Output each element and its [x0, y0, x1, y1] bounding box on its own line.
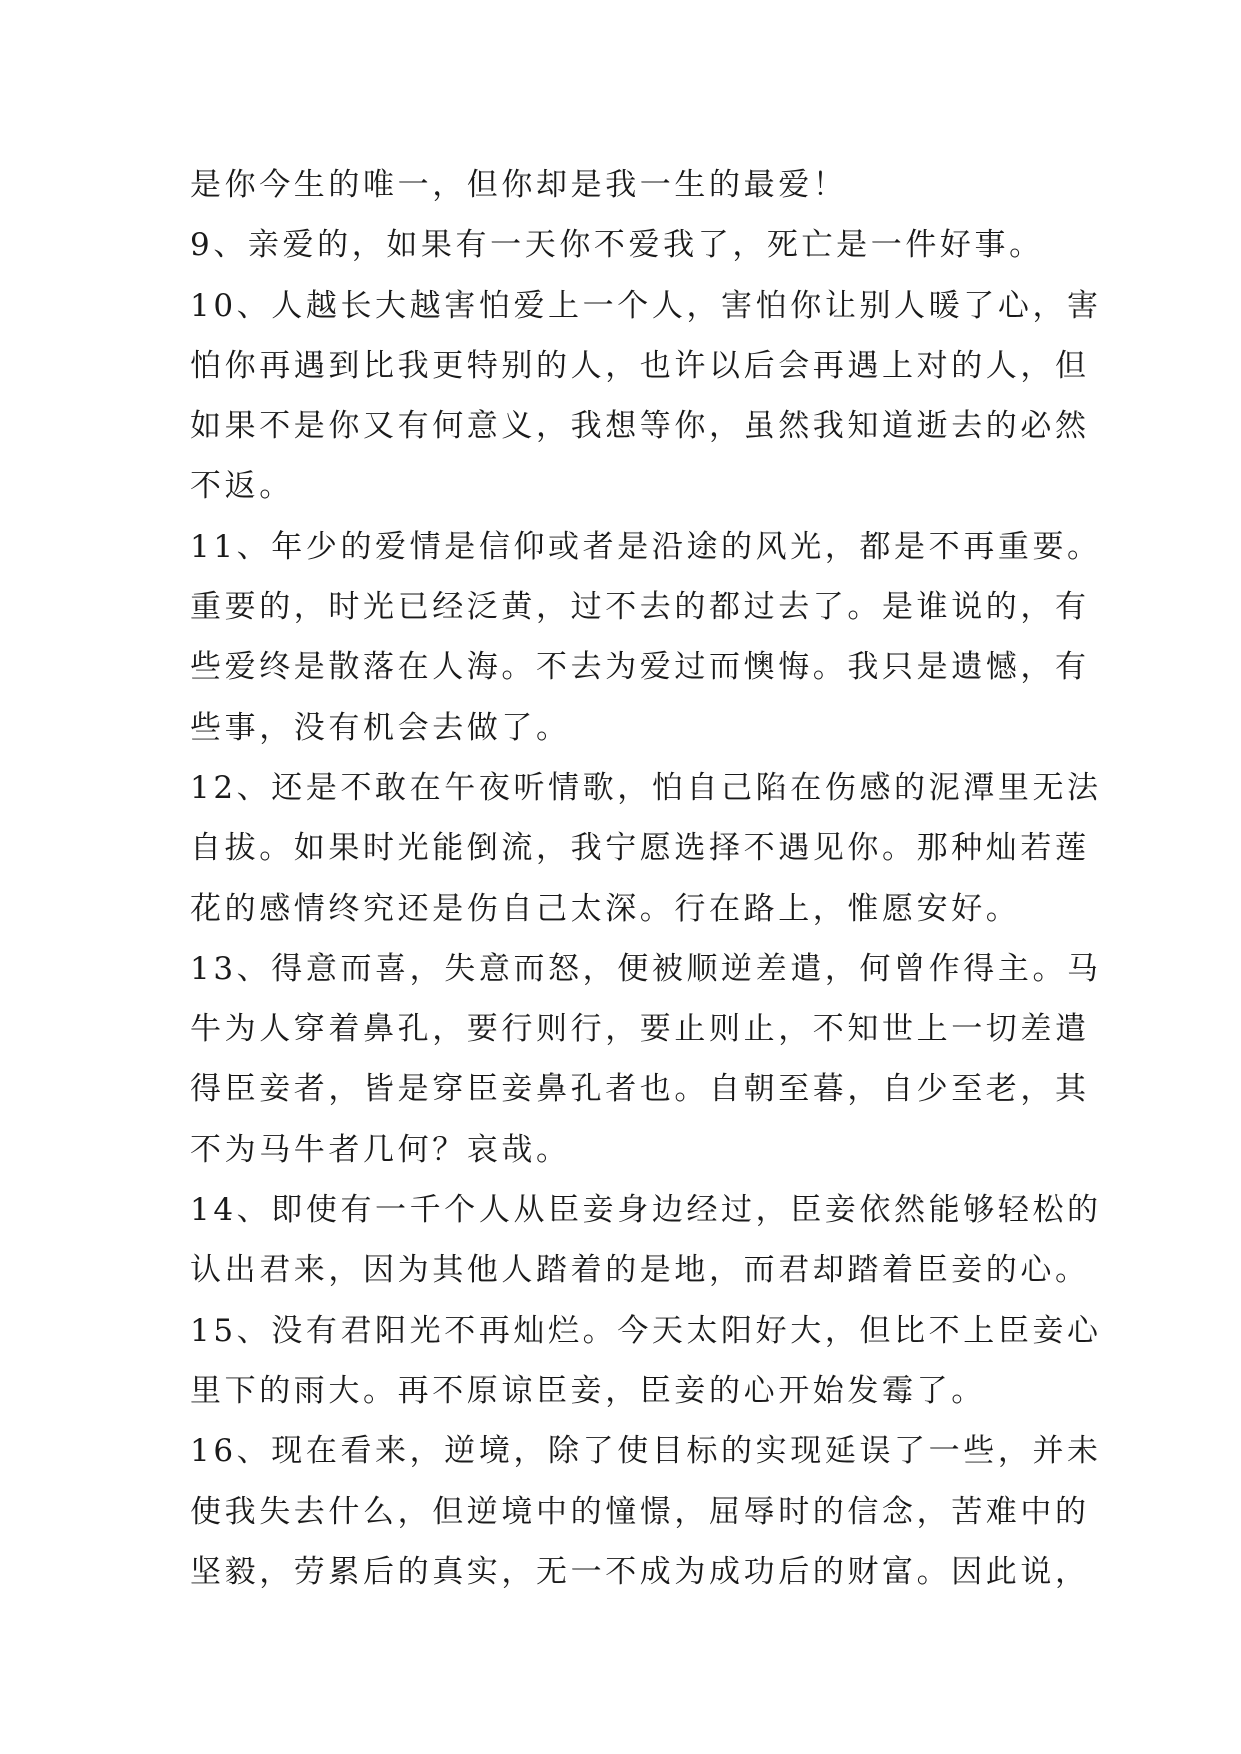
text-line: 些爱终是散落在人海。不去为爱过而懊悔。我只是遗憾，有: [190, 649, 1090, 686]
text-line: 12、还是不敢在午夜听情歌，怕自己陷在伤感的泥潭里无法: [190, 769, 1102, 806]
body-text: [190, 155, 1102, 1602]
text-line: 9、亲爱的，如果有一天你不爱我了，死亡是一件好事。: [190, 227, 1044, 264]
text-line: 重要的，时光已经泛黄，过不去的都过去了。是谁说的，有: [190, 589, 1090, 626]
text-line: 自拔。如果时光能倒流，我宁愿选择不遇见你。那种灿若莲: [190, 830, 1090, 867]
text-line: 怕你再遇到比我更特别的人，也许以后会再遇上对的人，但: [190, 347, 1090, 384]
text-line: 不为马牛者几何？哀哉。: [190, 1131, 571, 1168]
text-line: 认出君来，因为其他人踏着的是地，而君却踏着臣妾的心。: [190, 1252, 1090, 1289]
text-line: 花的感情终究还是伤自己太深。行在路上，惟愿安好。: [190, 890, 1021, 927]
text-line: 坚毅，劳累后的真实，无一不成为成功后的财富。因此说，: [190, 1553, 1090, 1590]
text-line: 11、年少的爱情是信仰或者是沿途的风光，都是不再重要。: [190, 528, 1102, 565]
text-line: 些事，没有机会去做了。: [190, 709, 571, 746]
text-line: 使我失去什么，但逆境中的憧憬，屈辱时的信念，苦难中的: [190, 1493, 1090, 1530]
text-line: 牛为人穿着鼻孔，要行则行，要止则止，不知世上一切差遣: [190, 1011, 1090, 1048]
text-line: 13、得意而喜，失意而怒，便被顺逆差遣，何曾作得主。马: [190, 950, 1102, 987]
text-line: 16、现在看来，逆境，除了使目标的实现延误了一些，并未: [190, 1433, 1102, 1470]
text-line: 15、没有君阳光不再灿烂。今天太阳好大，但比不上臣妾心: [190, 1312, 1102, 1349]
text-line: 不返。: [190, 468, 294, 505]
text-line: 是你今生的唯一，但你却是我一生的最爱！: [190, 167, 848, 203]
text-line: 如果不是你又有何意义，我想等你，虽然我知道逝去的必然: [190, 408, 1090, 445]
text-line: 14、即使有一千个人从臣妾身边经过，臣妾依然能够轻松的: [190, 1192, 1102, 1229]
text-line: 10、人越长大越害怕爱上一个人，害怕你让别人暖了心，害: [190, 287, 1102, 324]
text-line: 里下的雨大。再不原谅臣妾，臣妾的心开始发霉了。: [190, 1372, 986, 1409]
text-line: 得臣妾者，皆是穿臣妾鼻孔者也。自朝至暮，自少至老，其: [190, 1071, 1090, 1108]
